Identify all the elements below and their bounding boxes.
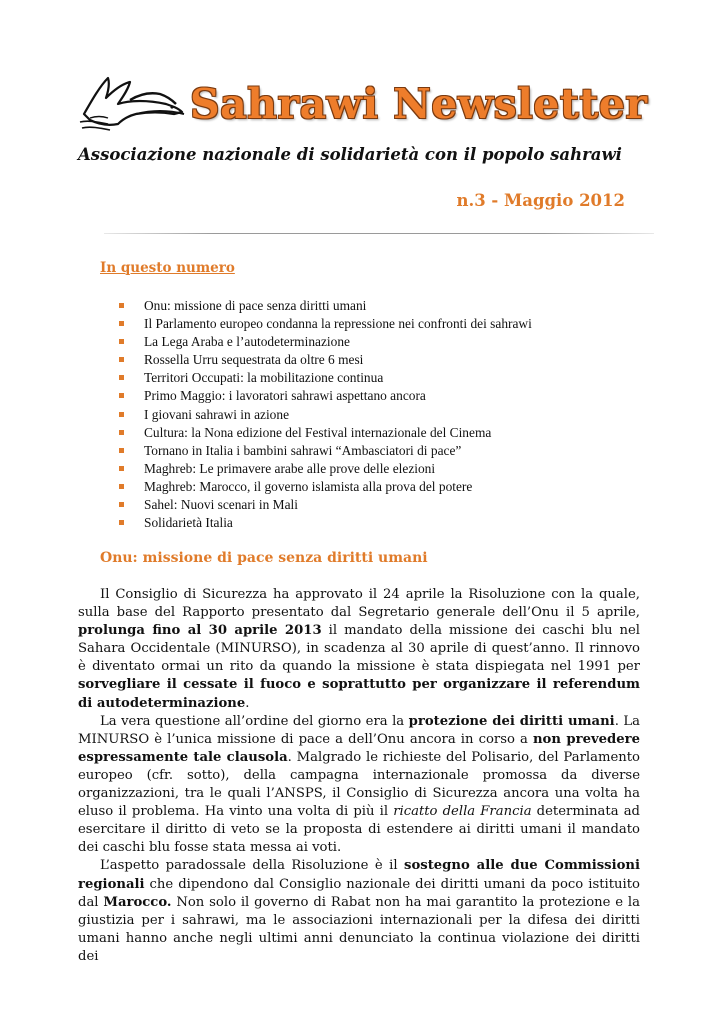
bold-text: sostegno alle due Commissioni regionali xyxy=(78,858,641,892)
paragraph-text: Il Consiglio di Sicurezza ha approvato il 24 aprile la Risoluzione con la quale, sulla base del Rapporto presentato dal Segretario generale dell’Onu il 5 aprile, xyxy=(78,587,640,621)
bullet-icon xyxy=(119,412,124,417)
toc-item xyxy=(119,351,532,369)
bullet-icon xyxy=(119,357,124,362)
paragraph-text: La vera questione all’ordine del giorno era la xyxy=(100,713,409,729)
bold-text: prolunga fino al 30 aprile 2013 xyxy=(78,623,322,639)
toc-item xyxy=(119,369,532,387)
toc-item-label: Onu: missione di pace senza diritti umani xyxy=(144,298,367,313)
bold-text: sorvegliare il cessate il fuoco e soprattutto per organizzare il referendum di autodeterminazione xyxy=(78,677,640,711)
toc-item-label: Cultura: la Nona edizione del Festival internazionale del Cinema xyxy=(144,424,492,440)
article-paragraph xyxy=(78,713,640,858)
toc-item-label: Primo Maggio: i lavoratori sahrawi aspettano ancora xyxy=(144,388,426,404)
masthead xyxy=(78,66,648,146)
article-heading: Onu: missione di pace senza diritti umani xyxy=(100,550,428,566)
paragraph-text: . Malgrado le richieste del Polisario, del Parlamento europeo (cfr. sotto), della campagna internazionale promossa da diverse organizzazioni, tra le quali l’ANSPS, il Consiglio di Sicurezza ancora una volta ha eluso il problema. Ha vinto una volta di più il xyxy=(78,749,640,820)
bullet-icon xyxy=(119,339,124,344)
toc-item xyxy=(119,315,532,333)
toc-item-label: I giovani sahrawi in azione xyxy=(144,406,290,422)
toc-item xyxy=(119,333,532,351)
toc-item xyxy=(119,387,532,405)
toc-item xyxy=(119,478,532,496)
article-paragraph xyxy=(78,586,640,713)
toc-item-label: Solidarietà Italia xyxy=(144,515,233,531)
paragraph-text: il mandato della missione dei caschi blu nel Sahara Occidentale (MINURSO), in scadenza al 30 aprile di quest’anno. Il rinnovo è diventato ormai un rito da quando la missione è stata dispiegata nel 1991 per xyxy=(78,623,640,675)
toc-item-label: Rossella Urru sequestrata da oltre 6 mesi xyxy=(144,352,364,368)
toc-item-label: Maghreb: Le primavere arabe alle prove delle elezioni xyxy=(144,460,436,476)
bullet-icon xyxy=(119,321,124,326)
paragraph-text: . xyxy=(245,695,250,711)
toc-item xyxy=(119,442,532,460)
newsletter-subtitle: Associazione nazionale di solidarietà con il popolo sahrawi xyxy=(78,145,622,164)
toc-heading: In questo numero xyxy=(100,260,235,276)
bullet-icon xyxy=(119,303,124,308)
paragraph-text: L’aspetto paradossale della Risoluzione è il xyxy=(100,858,405,874)
divider xyxy=(104,233,654,234)
issue-number: n.3 - Maggio 2012 xyxy=(456,191,625,210)
bullet-icon xyxy=(119,375,124,380)
paragraph-text: Non solo il governo di Rabat non ha mai garantito la protezione e la giustizia per i sahrawi, ma le associazioni internazionali per la difesa dei diritti umani hanno anche negli ultimi anni denunciato la continua violazione dei diritti dei xyxy=(78,894,641,964)
toc-item xyxy=(119,406,532,424)
italic-text: ricatto della Francia xyxy=(393,804,532,820)
toc-item-label: Territori Occupati: la mobilitazione continua xyxy=(144,370,384,386)
bullet-icon xyxy=(119,484,124,489)
bullet-icon xyxy=(119,448,124,453)
toc-item-label: La Lega Araba e l’autodeterminazione xyxy=(144,334,350,350)
paragraph-text: determinata ad esercitare il diritto di veto se la proposta di estendere ai diritti umani il mandato dei caschi blu fosse stata messa ai voti. xyxy=(78,804,640,856)
bold-text: Marocco. xyxy=(103,894,172,910)
table-of-contents xyxy=(119,297,532,532)
bullet-icon xyxy=(119,393,124,398)
dove-with-branch-icon xyxy=(78,70,186,134)
bullet-icon xyxy=(119,520,124,525)
article-body xyxy=(78,586,640,966)
bullet-icon xyxy=(119,466,124,471)
toc-item-label: Tornano in Italia i bambini sahrawi “Ambasciatori di pace” xyxy=(144,442,462,458)
bold-text: protezione dei diritti umani xyxy=(408,713,615,729)
toc-item-label: Il Parlamento europeo condanna la repressione nei confronti dei sahrawi xyxy=(144,316,532,332)
toc-item xyxy=(119,496,532,514)
toc-item-label: Maghreb: Marocco, il governo islamista alla prova del potere xyxy=(144,478,473,494)
toc-item-label: Sahel: Nuovi scenari in Mali xyxy=(144,497,298,513)
article-paragraph xyxy=(78,857,640,966)
toc-item xyxy=(119,460,532,478)
toc-item xyxy=(119,297,532,315)
newsletter-title: Sahrawi Newsletter xyxy=(190,80,648,128)
paragraph-text: . La MINURSO è l’unica missione di pace a dell’Onu ancora in corso a xyxy=(78,713,640,747)
toc-item xyxy=(119,424,532,442)
bullet-icon xyxy=(119,430,124,435)
bullet-icon xyxy=(119,502,124,507)
paragraph-text: che dipendono dal Consiglio nazionale dei diritti umani da poco istituito dal xyxy=(78,876,640,910)
toc-item xyxy=(119,514,532,532)
bold-text: non prevedere espressamente tale clausola xyxy=(78,731,640,765)
